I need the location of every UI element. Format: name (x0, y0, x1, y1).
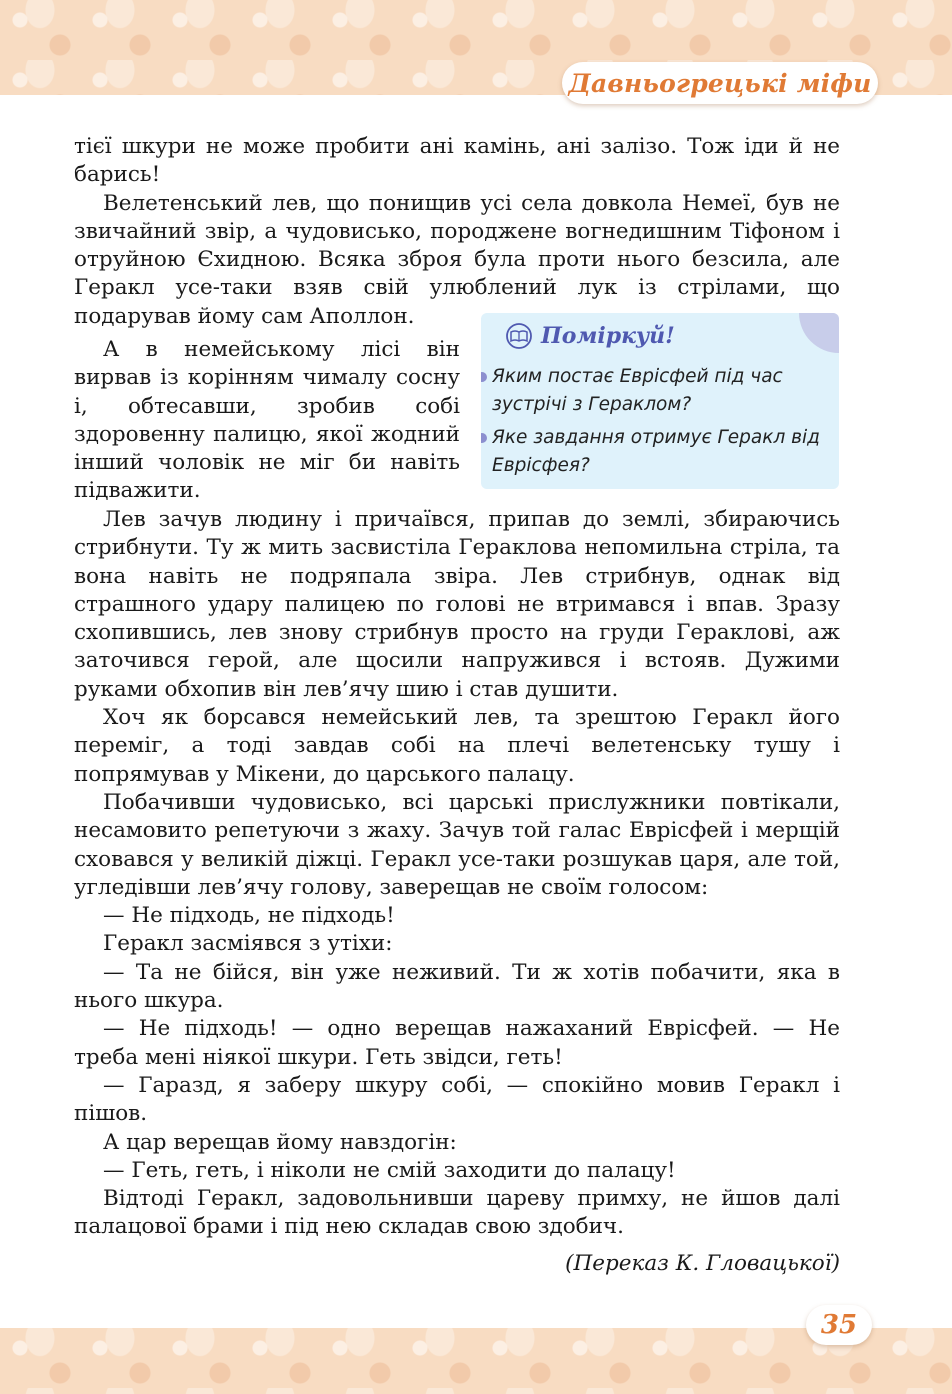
think-box (481, 313, 839, 489)
bottom-ornament-band (0, 1328, 952, 1394)
text-column-top (74, 133, 840, 331)
paragraph: А в немейському лісі він вирвав із корінням чималу сосну і, обтесавши, зробив собі здоровенну палицю, якої жодний інший чоловік не міг би навіть підважити. (74, 337, 460, 504)
paragraph: Геракл засміявся з утіхи: (103, 931, 393, 957)
paragraph: Відтоді Геракл, задовольнивши цареву примху, не йшов далі палацової брами і під нею складав свою здобич. (74, 1186, 840, 1240)
dialogue-line: — Не підходь, не підходь! (103, 903, 395, 929)
think-box-header (503, 323, 675, 349)
dialogue-line: — Та не бійся, він уже неживий. Ти ж хотів побачити, яка в нього шкура. (74, 959, 840, 1014)
dialogue-line: — Не підходь! — одно верещав нажаханий Еврісфей. — Не треба мені ніякої шкури. Геть звідси, геть! (74, 1016, 840, 1070)
question-text: Яке завдання отримує Геракл від Еврісфея? (492, 427, 820, 476)
book-icon (503, 323, 535, 349)
source-attribution: (Переказ К. Гловацької) (565, 1251, 840, 1276)
bullet-dot (481, 372, 487, 382)
bullet-dot (481, 433, 487, 443)
dialogue-line: — Гаразд, я заберу шкуру собі, — спокійно мовив Геракл і пішов. (74, 1072, 840, 1127)
question-item (481, 424, 831, 480)
paragraph: Велетенський лев, що понищив усі села довкола Немеї, був не звичайний звір, а чудовисько, породжене вогнедишним Тіфоном і отруйною Єхидною. Всяка зброя була проти нього безсила, але Геракл усе-таки взяв свій улюблений лук із стрілами, що подарував йому сам Аполлон. (74, 190, 840, 329)
question-item (481, 363, 831, 419)
paragraph: Побачивши чудовисько, всі царські прислужники повтікали, несамовито репетуючи з жаху. Зачув той галас Еврісфей і мерщій сховався у великій діжці. Геракл усе-таки розшукав царя, але той, угледівши лев’ячу голову, заверещав не своїм голосом: (74, 789, 840, 900)
paragraph: А цар верещав йому навздогін: (103, 1129, 457, 1155)
dialogue-line: — Геть, геть, і ніколи не смій заходити до палацу! (103, 1157, 676, 1183)
text-column-narrow (74, 336, 460, 506)
text-column-main (74, 506, 840, 1242)
paragraph: Хоч як борсався немейський лев, та зрештою Геракл його переміг, а тоді завдав собі на плечі велетенську тушу і попрямував у Мікени, до царського палацу. (74, 705, 840, 787)
page-number-tab (806, 1305, 872, 1345)
page-number: 35 (820, 1310, 858, 1340)
question-text: Яким постає Еврісфей під час зустрічі з Гераклом? (492, 366, 783, 415)
box-corner-decoration (799, 313, 839, 353)
section-title: Давньогрецькі міфи (568, 68, 872, 98)
paragraph: тієї шкури не може пробити ані камінь, ані залізо. Тож іди й не барись! (74, 134, 840, 188)
question-list (481, 363, 831, 485)
paragraph: Лев зачув людину і причаївся, припав до землі, збираючись стрибнути. Ту ж мить засвистіла Гераклова непомильна стріла, та вона навіть не подряпала звіра. Лев стрибнув, однак від страшного удару палицею по голові не втримався і впав. Зразу схопившись, лев знову стрибнув просто на груди Гераклові, аж заточився герой, але щосили напружився і встояв. Дужими руками обхопив він лев’ячу шию і став душити. (74, 507, 840, 702)
section-header-tab (562, 62, 878, 104)
think-box-title: Поміркуй! (541, 323, 675, 349)
